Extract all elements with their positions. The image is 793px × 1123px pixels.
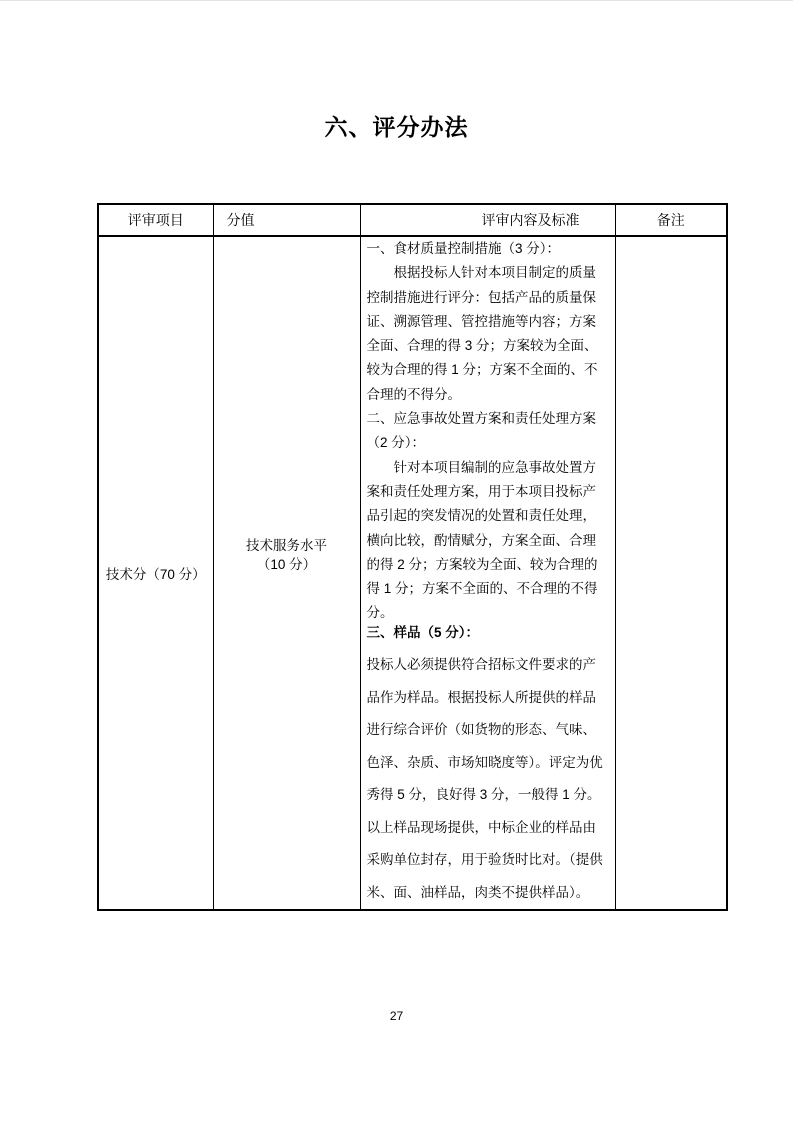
text-line: 较为合理的得 1 分；方案不全面的、不 xyxy=(366,362,598,378)
cell-score-value xyxy=(213,236,360,910)
scoring-method-table xyxy=(97,203,728,911)
text-line: 得 1 分；方案不全面的、不合理的不得 xyxy=(366,581,598,597)
text-line: 横向比较，酌情赋分，方案全面、合理 xyxy=(366,532,596,548)
table-row xyxy=(98,236,727,910)
criteria-section-1-2 xyxy=(367,237,615,626)
page-title: 六、评分办法 xyxy=(324,114,469,140)
score-line-2: （10 分） xyxy=(256,557,317,573)
text-line: 投标人必须提供符合招标文件要求的产 xyxy=(366,657,596,673)
text-line: 的得 2 分；方案较为全面、较为合理的 xyxy=(366,556,598,572)
text-line: 品作为样品。根据投标人所提供的样品 xyxy=(366,689,596,705)
text-line: 证、溯源管理、管控措施等内容；方案 xyxy=(366,313,596,329)
scan-edge-line xyxy=(0,0,793,1)
table-header-row xyxy=(98,204,727,236)
text-line: 二、应急事故处置方案和责任处理方案 xyxy=(366,411,596,427)
text-line: 采购单位封存，用于验货时比对。（提供 xyxy=(366,852,603,868)
header-cell-criteria: 评审内容及标准 xyxy=(360,204,615,236)
text-line: 针对本项目编制的应急事故处置方 xyxy=(393,459,596,475)
text-line: 进行综合评价（如货物的形态、气味、 xyxy=(366,722,596,738)
text-line: 分。 xyxy=(366,605,394,621)
header-cell-review-item: 评审项目 xyxy=(98,204,213,236)
text-line: 品引起的突发情况的处置和责任处理， xyxy=(366,508,596,524)
text-line: 色泽、杂质、市场知晓度等）。评定为优 xyxy=(366,754,603,770)
cell-remark xyxy=(615,236,727,910)
text-line: 根据投标人针对本项目制定的质量 xyxy=(393,265,596,281)
criteria-section-3 xyxy=(367,617,615,910)
cell-review-item: 技术分（70 分） xyxy=(98,236,213,910)
text-line: 案和责任处理方案，用于本项目投标产 xyxy=(366,483,596,499)
text-line: 控制措施进行评分：包括产品的质量保 xyxy=(366,289,596,305)
text-line: 以上样品现场提供，中标企业的样品由 xyxy=(366,819,596,835)
text-line: （2 分）： xyxy=(366,435,426,451)
text-line: 三、样品（5 分）： xyxy=(366,624,480,640)
score-value-block xyxy=(214,536,360,574)
text-line: 合理的不得分。 xyxy=(366,386,461,402)
text-line: 米、面、油样品，肉类不提供样品）。 xyxy=(366,884,590,900)
header-cell-remark: 备注 xyxy=(615,204,727,236)
text-line: 全面、合理的得 3 分；方案较为全面、 xyxy=(366,338,598,354)
score-line-1: 技术服务水平 xyxy=(246,538,327,554)
text-line: 一、食材质量控制措施（3 分）： xyxy=(366,241,561,256)
page-number: 27 xyxy=(389,1009,404,1023)
header-cell-score-value: 分值 xyxy=(213,204,360,236)
cell-criteria xyxy=(360,236,615,910)
text-line: 秀得 5 分，良好得 3 分，一般得 1 分。 xyxy=(366,787,601,803)
